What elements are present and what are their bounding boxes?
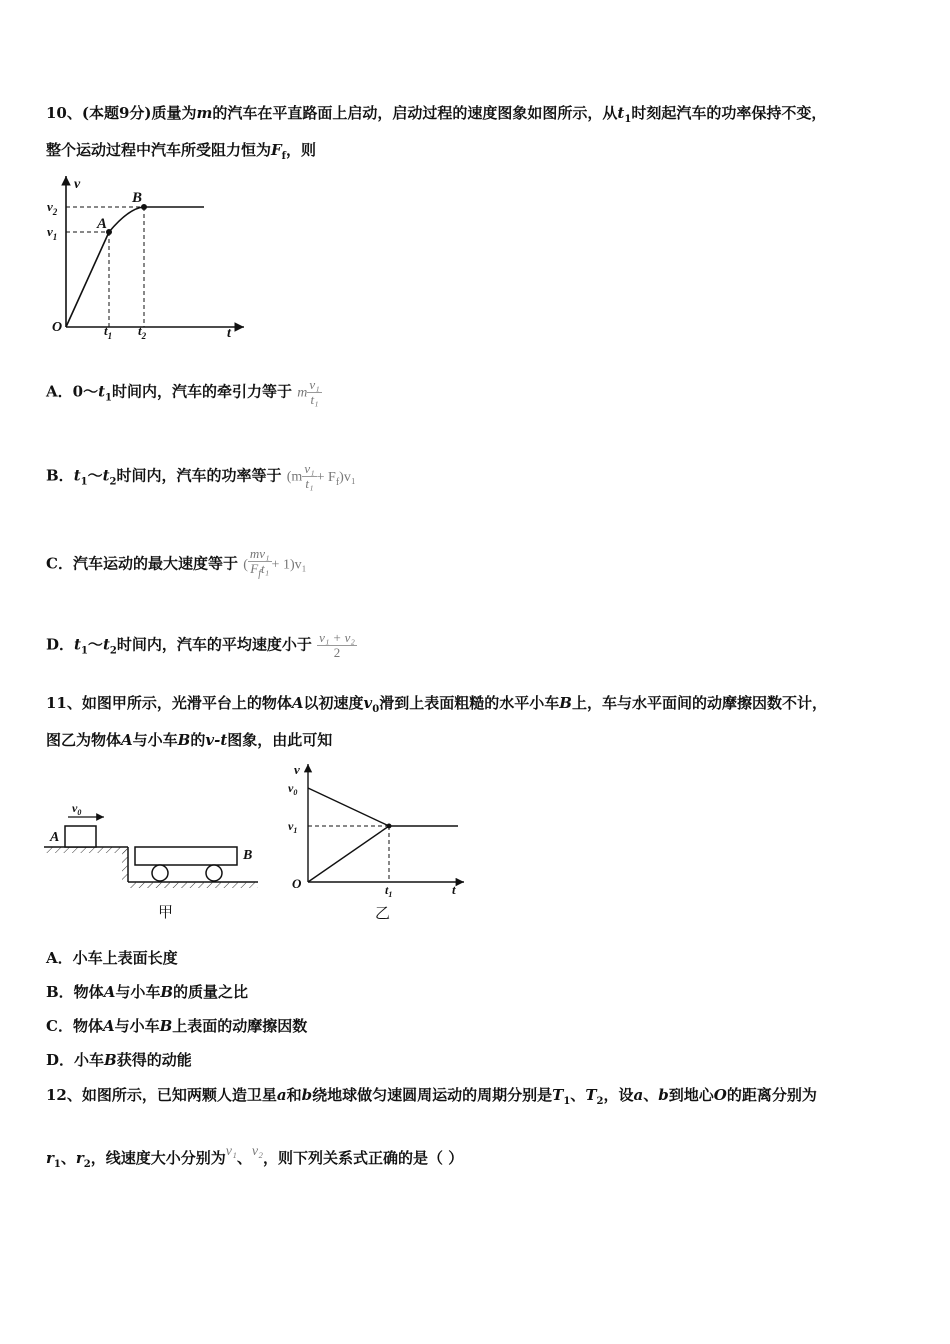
q12-v2: v₂ [251, 1144, 263, 1159]
label-v1-sub: 1 [293, 826, 298, 835]
q12-v1: v₁ [225, 1144, 237, 1159]
line-B [308, 826, 389, 882]
caption-jia: 甲 [158, 905, 174, 921]
formula-a-m: m [297, 385, 308, 401]
label-v0-sub: 0 [293, 788, 298, 797]
wheel-right [206, 865, 222, 881]
label-B: B [243, 848, 253, 863]
q10-option-c[interactable]: C．汽车运动的最大速度等于 ( $\frac{\text{mv₁}}{F_ft_1}$ + 1)v₁ [46, 546, 307, 580]
platform-side-hatch [122, 847, 128, 882]
formula-d-frac: $\frac{\text{v₁ + v₂}}{2}$ [319, 630, 355, 660]
svg-text:t1 [385, 883, 392, 899]
q12-stem-line2: $r_1$、$r_2$，线速度大小分别为v₁、v₂，则下列关系式正确的是（ ） [46, 1144, 464, 1170]
intersection-point [387, 824, 392, 829]
q11-stem-line1: 11、如图甲所示，光滑平台上的物体A以初速度$v_0$滑到上表面粗糙的水平小车B上，车与水平面间的动摩擦因数不计， [46, 694, 827, 715]
q11-option-b[interactable]: B．物体A与小车B的质量之比 [46, 983, 249, 1001]
label-v1: v [288, 819, 294, 833]
q11-figure-jia [44, 796, 264, 926]
svg-text:v0 [288, 781, 297, 797]
label-t2-sub: 2 [141, 331, 147, 341]
q11-figure-yi [284, 760, 474, 928]
label-v2-sub: 2 [52, 207, 58, 217]
label-B: B [132, 190, 143, 206]
label-v1: v [47, 224, 53, 239]
label-t1: t [104, 323, 108, 338]
q11-stem-line2: 图乙为物体A与小车B的v-t图象，由此可知 [46, 731, 333, 749]
label-v0: v [72, 801, 78, 815]
svg-text:v2 [47, 199, 58, 217]
label-v1-sub: 1 [52, 232, 58, 242]
caption-yi: 乙 [375, 906, 391, 922]
svg-text:v1 [47, 224, 57, 242]
label-v0: v [288, 781, 294, 795]
wheel-left [152, 865, 168, 881]
q10-option-a[interactable]: A．$0\sim t_1$时间内，汽车的牵引力等于 m $\frac{\text{v₁}}{\text{t₁}}$ [46, 377, 320, 407]
label-v0-sub: 0 [77, 808, 82, 817]
label-t1-sub: 1 [107, 331, 113, 341]
svg-text:t1 [104, 323, 112, 341]
block-A [65, 826, 96, 847]
label-O: O [292, 876, 302, 891]
q10-stem-line2: 整个运动过程中汽车所受阻力恒为$F_f$，则 [46, 141, 316, 162]
label-v: v [74, 177, 81, 192]
formula-a-frac: $\frac{\text{v₁}}{\text{t₁}}$ [309, 377, 320, 407]
svg-text:v1 [288, 819, 297, 835]
q10-stem-line1: 10、(本题9分)质量为m的汽车在平直路面上启动，启动过程的速度图象如图所示，从$t_1$时刻起汽车的功率保持不变， [46, 104, 827, 125]
label-t: t [452, 882, 456, 897]
q10-option-b[interactable]: B．$t_1\sim t_2$时间内，汽车的功率等于 (m $\frac{\text{v₁}}{\text{t₁}}$ + $F_f)v_1$ [46, 461, 356, 491]
label-A: A [50, 830, 60, 845]
q11-option-c[interactable]: C．物体A与小车B上表面的动摩擦因数 [46, 1017, 308, 1035]
svg-text:t2 [138, 323, 147, 341]
label-v: v [294, 762, 300, 777]
q10-option-d[interactable]: D．$t_1\sim t_2$时间内，汽车的平均速度小于 $\frac{\text{v₁ + v₂}}{2}$ [46, 630, 355, 660]
q11-option-a[interactable]: A．小车上表面长度 [46, 949, 178, 967]
label-O: O [52, 320, 63, 335]
q12-stem-line1: 12、如图所示，已知两颗人造卫星a和b绕地球做匀速圆周运动的周期分别是$T_1$、$T_2$，设a、b到地心O的距离分别为 [46, 1086, 817, 1107]
label-t2: t [138, 323, 142, 338]
origin-to-A [66, 232, 109, 327]
q10-vt-graph [44, 172, 254, 342]
q11-option-d[interactable]: D．小车B获得的动能 [46, 1051, 192, 1069]
label-A: A [97, 216, 108, 232]
svg-text:v0 [72, 801, 81, 817]
label-t1: t [385, 883, 389, 897]
label-v2: v [47, 199, 53, 214]
label-t1-sub: 1 [388, 890, 393, 899]
cart-B [135, 847, 237, 865]
line-A [308, 788, 389, 826]
ground-hatch [128, 882, 258, 888]
A-to-B-curve [109, 207, 144, 232]
platform-hatch [44, 847, 128, 853]
label-t: t [227, 326, 231, 341]
